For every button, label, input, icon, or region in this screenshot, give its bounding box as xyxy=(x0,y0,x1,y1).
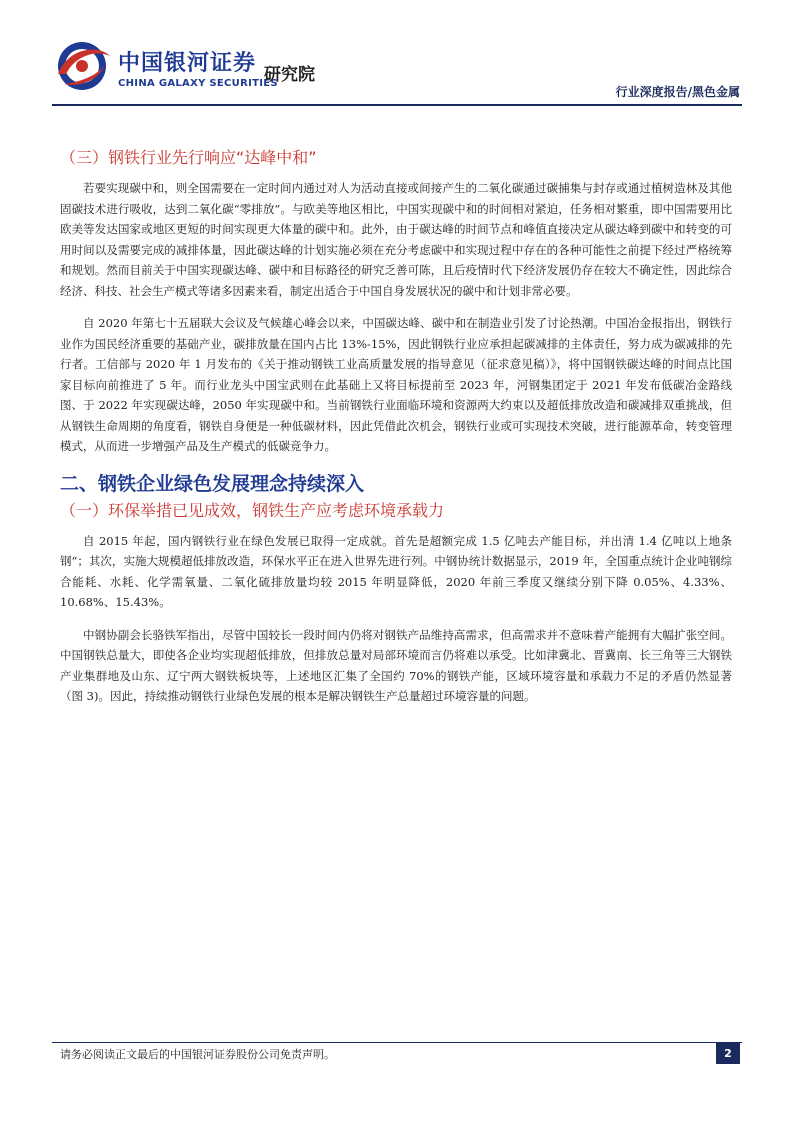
paragraph: 中钢协副会长骆铁军指出，尽管中国较长一段时间内仍将对钢铁产品维持高需求，但高需求并不意味着产能拥有大幅扩张空间。中国钢铁总量大，即使各企业均实现超低排放，但排放总量对局部环境而言仍将难以承受。比如津冀北、晋冀南、长三角等三大钢铁产业集群地及山东、辽宁两大钢铁板块等，上述地区汇集了全国约 70%的钢铁产能，区域环境容量和承载力不足的矛盾仍然显著（图 3)。因此，持续推动钢铁行业绿色发展的根本是解决钢铁生产总量超过环境容量的问题。 xyxy=(60,627,732,703)
subheading-3: （三）钢铁行业先行响应“达峰中和” xyxy=(60,148,317,167)
subheading-1: （一）环保举措已见成效，钢铁生产应考虑环境承载力 xyxy=(60,500,445,520)
paragraph: 自 2020 年第七十五届联大会议及气候雄心峰会以来，中国碳达峰、碳中和在制造业引发了讨论热潮。中国冶金报指出，钢铁行业作为国民经济重要的基础产业，碳排放量在国内占比 13%-15%，因此钢铁行业应承担起碳减排的主体责任，努力成为碳减排的先行者。工信部与 2020 年 1 月发布的《关于推动钢铁工业高质量发展的指导意见（征求意见稿）》，将中国钢铁碳达峰的时间点比国家目标向前推进了 5 年。而行业龙头中国宝武则在此基础上又将目标提前至 2023 年，河钢集团定于 2021 年发布低碳冶金路线图、于 2022 年实现碳达峰，2050 年实现碳中和。当前钢铁行业面临环境和资源两大约束以及超低排放改造和碳减排双重挑战，但从钢铁生命周期的角度看，钢铁自身便是一种低碳材料，因此凭借此次机会，钢铁行业或可实现技术突破，进行能源革命，转变管理模式，从而进一步增强产品及生产模式的低碳竞争力。 xyxy=(60,316,732,453)
report-type: 行业深度报告/黑色金属 xyxy=(615,85,740,99)
header-divider xyxy=(52,104,742,106)
institute-label: 研究院 xyxy=(264,65,315,85)
paragraph: 若要实现碳中和，则全国需要在一定时间内通过对人为活动直接或间接产生的二氧化碳通过碳捕集与封存或通过植树造林及其他固碳技术进行吸收，达到二氧化碳“零排放“。与欧美等地区相比，中国实现碳中和的时间相对紧迫，任务相对繁重，即中国需要用比欧美等发达国家或地区更短的时间实现更大体量的碳中和。此外，由于碳达峰的时间节点和峰值直接决定从碳达峰到碳中和转变的可用时间以及需要完成的减排体量，因此碳达峰的计划实施必须在充分考虑碳中和实现过程中存在的各种可能性之前提下经过严格统筹和规划。然而目前关于中国实现碳达峰、碳中和目标路径的研究乏善可陈，且后疫情时代下经济发展仍存在较大不确定性，因此综合经济、科技、社会生产模式等诸多因素来看，制定出适合于中国自身发展状况的碳中和计划非常必要。 xyxy=(60,181,732,298)
paragraph: 自 2015 年起，国内钢铁行业在绿色发展已取得一定成就。首先是超额完成 1.5 亿吨去产能目标，并出清 1.4 亿吨以上地条钢”；其次，实施大规模超低排放改造，环保水平正在进入世界先进行列。中钢协统计数据显示，2019 年，全国重点统计企业吨钢综合能耗、水耗、化学需氧量、二氧化硫排放量均较 2015 年明显降低，2020 年前三季度又继续分别下降 0.05%、4.33%、10.68%、15.43%。 xyxy=(60,533,732,609)
page-header xyxy=(52,40,742,104)
brand-name-cn: 中国银河证券 xyxy=(118,51,257,76)
article-body xyxy=(60,146,732,719)
section-heading-2: 二、钢铁企业绿色发展理念持续深入 xyxy=(60,472,365,495)
page-number: 2 xyxy=(716,1042,740,1064)
footer-disclaimer: 请务必阅读正文最后的中国银河证券股份公司免责声明。 xyxy=(60,1048,335,1061)
footer-divider xyxy=(52,1042,742,1043)
galaxy-logo-icon xyxy=(52,40,116,92)
brand-name-en: CHINA GALAXY SECURITIES xyxy=(118,78,278,89)
